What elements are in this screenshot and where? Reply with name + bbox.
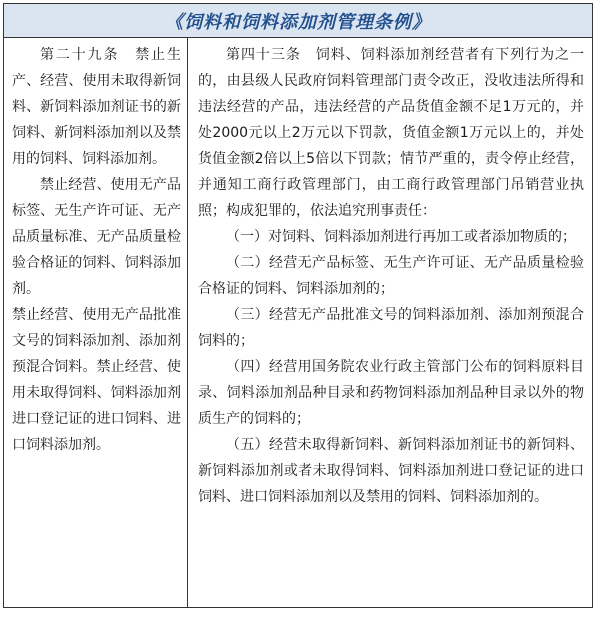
article-43-item-2: （二）经营无产品标签、无生产许可证、无产品质量检验合格证的饲料、饲料添加剂的； [198,255,584,297]
article-29-column [4,38,188,607]
article-29-paragraph-1: 第二十九条 禁止生产、经营、使用未取得新饲料、新饲料添加剂证书的新饲料、新饲料添加剂以及禁用的饲料、饲料添加剂。 [12,47,181,167]
table-title-row [4,4,592,38]
table-body-row [4,38,592,607]
article-43-item-1: （一）对饲料、饲料添加剂进行再加工或者添加物质的； [226,229,576,245]
regulation-comparison-table [3,3,593,608]
article-43-item-3: （三）经营无产品批准文号的饲料添加剂、添加剂预混合饲料的； [198,307,584,349]
article-43-item-5: （五）经营未取得新饲料、新饲料添加剂证书的新饲料、新饲料添加剂或者未取得饲料、饲料添加剂进口登记证的进口饲料、进口饲料添加剂以及禁用的饲料、饲料添加剂的。 [198,437,584,505]
document-title: 《饲料和饲料添加剂管理条例》 [165,11,431,33]
article-43-paragraph-intro: 第四十三条 饲料、饲料添加剂经营者有下列行为之一的，由县级人民政府饲料管理部门责令改正，没收违法所得和违法经营的产品，违法经营的产品货值金额不足1万元的，并处2000元以上2万元以下罚款，货值金额1万元以上的，并处货值金额2倍以上5倍以下罚款；情节严重的，责令停止经营，并通知工商行政管理部门，由工商行政管理部门吊销营业执照；构成犯罪的，依法追究刑事责任： [198,47,584,219]
article-43-column [188,38,592,607]
article-43-item-4: （四）经营用国务院农业行政主管部门公布的饲料原料目录、饲料添加剂品种目录和药物饲料添加剂品种目录以外的物质生产的饲料的； [198,359,584,427]
article-29-paragraph-3: 禁止经营、使用无产品批准文号的饲料添加剂、添加剂预混合饲料。禁止经营、使用未取得饲料、饲料添加剂进口登记证的进口饲料、进口饲料添加剂。 [12,307,181,453]
article-29-paragraph-2: 禁止经营、使用无产品标签、无生产许可证、无产品质量标准、无产品质量检验合格证的饲料、饲料添加剂。 [12,177,181,297]
